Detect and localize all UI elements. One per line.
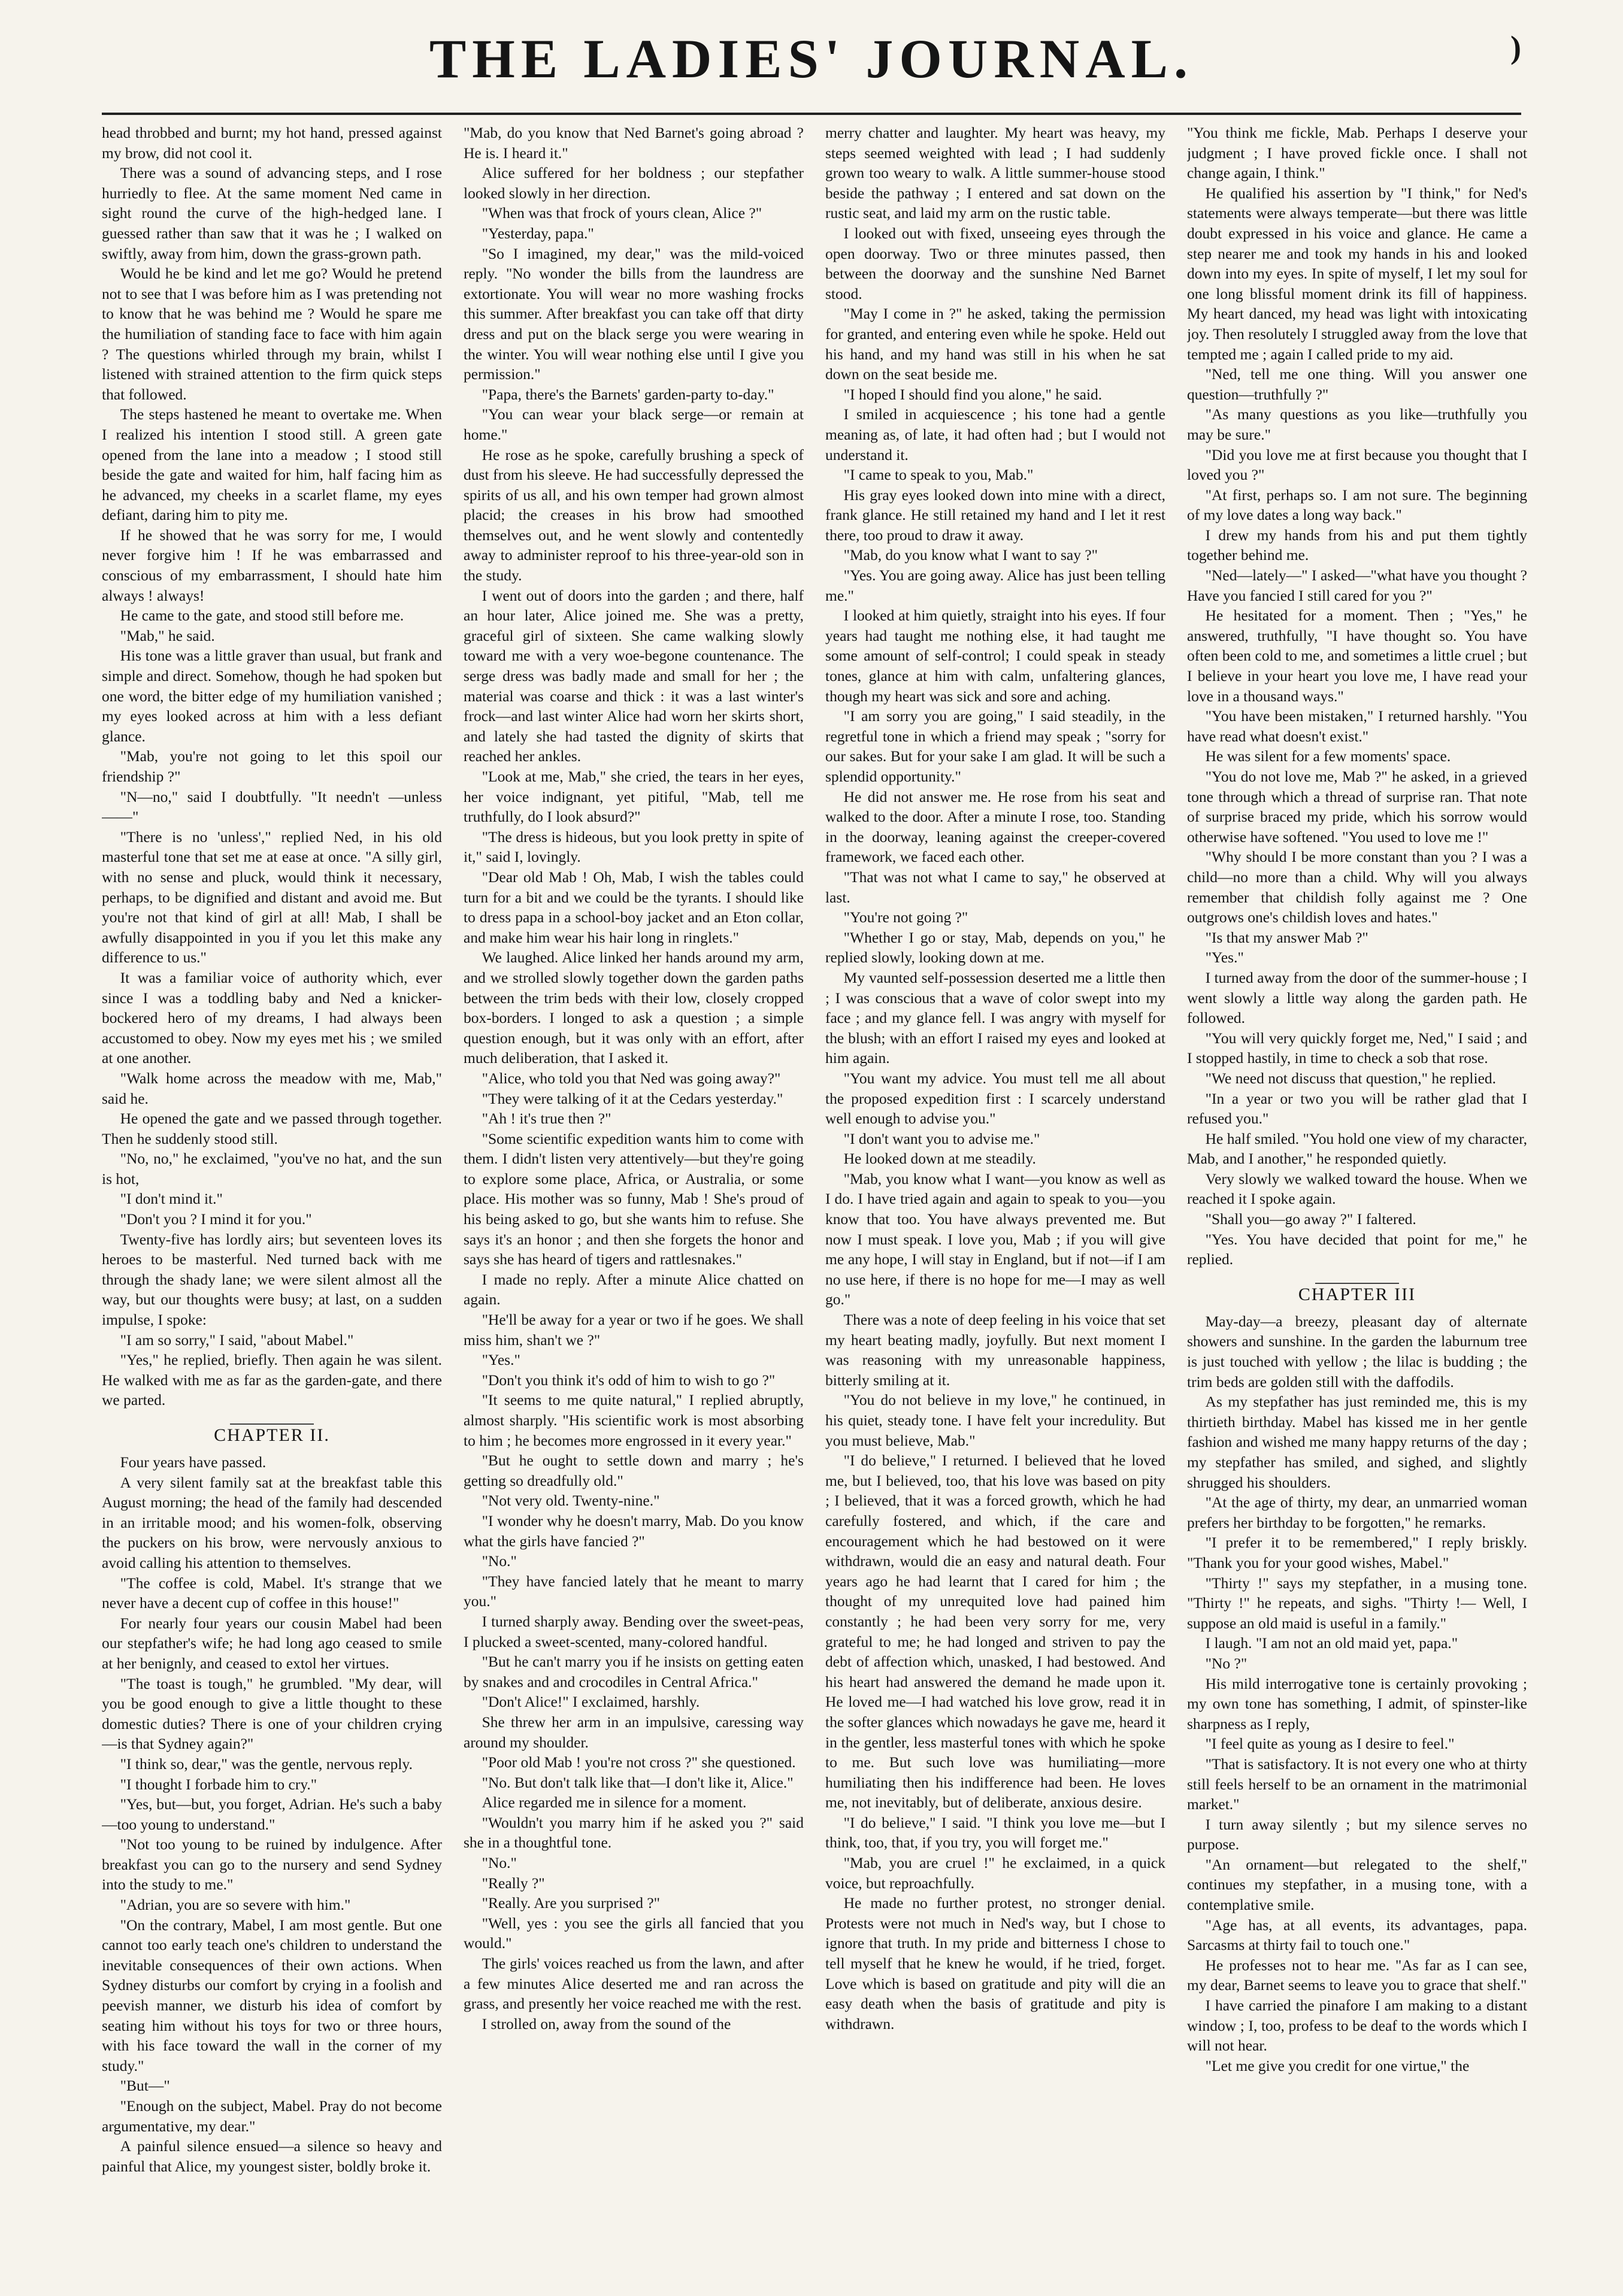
paragraph: "No ?" <box>1205 1654 1247 1672</box>
chapter-rule <box>1315 1283 1399 1284</box>
paragraph: I went out of doors into the garden ; and there, half an hour later, Alice joined me. She was a pretty, graceful girl of sixteen. She came walking slowly toward me with a very woe-begone countenance. The serge dress was badly made and small for her ; the material was coarse and thick : it was a last winter's frock—and last winter Alice had worn her skirts short, and lately she had tasted the dignity of skirts that reached her ankles. <box>464 586 804 765</box>
paragraph: "You do not love me, Mab ?" he asked, in a grieved tone through which a thread of surprise ran. That note of surprise braced my pride, which his sorrow would otherwise have softened. "You used to love me !" <box>1187 768 1527 846</box>
paragraph: "Ah ! it's true then ?" <box>482 1110 611 1128</box>
paragraph: My vaunted self-possession deserted me a little then ; I was conscious that a wave of color swept into my face ; and my glance fell. I was angry with myself for the blush; with an effort I raised my eyes and looked at him again. <box>825 968 1165 1067</box>
paragraph: Would he be kind and let me go? Would he pretend not to see that I was before him as I was pretending not to know that he was behind me ? Would he spare me the humiliation of standing face to face with him again ? The questions whirled through my brain, whilst I listened with strained attention to the firm quick steps that followed. <box>102 265 442 403</box>
paragraph: "At first, perhaps so. I am not sure. The beginning of my love dates a long way back." <box>1187 486 1527 524</box>
paragraph: "I am sorry you are going," I said steadily, in the regretful tone in which a friend may speak ; "sorry for our sakes. But for your sake I am glad. It will be such a splendid opportunity." <box>825 707 1165 785</box>
paragraph: We laughed. Alice linked her hands around my arm, and we strolled slowly together down the garden paths between the trim beds with their low, closely cropped box-borders. I longed to ask a question ; a simple question enough, but it was only with an effort, after much deliberation, that I asked it. <box>464 949 804 1067</box>
paragraph: "I prefer it to be remembered," I reply briskly. "Thank you for your good wishes, Mabel." <box>1187 1534 1527 1571</box>
paragraph: May-day—a breezy, pleasant day of alternate showers and sunshine. In the garden the laburnum tree is just touched with yellow ; the lilac is budding ; the trim beds are golden still with the daffodils. <box>1187 1312 1527 1391</box>
paragraph: "Walk home across the meadow with me, Mab," said he. <box>102 1069 442 1107</box>
paragraph: It was a familiar voice of authority which, ever since I was a toddling baby and Ned a knicker-bockered hero of my dreams, I had always been accustomed to obey. Now my eyes met his ; we smiled at one another. <box>102 968 442 1067</box>
paragraph: "Really. Are you surprised ?" <box>482 1894 661 1912</box>
paragraph: "Not very old. Twenty-nine." <box>482 1492 660 1510</box>
paragraph: "No. But don't talk like that—I don't like it, Alice." <box>482 1773 794 1791</box>
paragraph: "I thought I forbade him to cry." <box>120 1775 317 1793</box>
paragraph: His gray eyes looked down into mine with a direct, frank glance. He still retained my hand and I let it rest there, too proud to draw it away. <box>825 486 1165 544</box>
paragraph: "As many questions as you like—truthfully you may be sure." <box>1187 405 1527 443</box>
paragraph: "At the age of thirty, my dear, an unmarried woman prefers her birthday to be forgotten," he remarks. <box>1187 1494 1527 1531</box>
paragraph: Twenty-five has lordly airs; but seventeen loves its heroes to be masterful. Ned turned back with me through the shady lane; we were silent almost all the way, but our thoughts were busy; at last, on a sudden impulse, I spoke: <box>102 1230 442 1329</box>
paragraph: For nearly four years our cousin Mabel had been our stepfather's wife; he had long ago ceased to smile at her benignly, and ceased to extol her virtues. <box>102 1614 442 1672</box>
paragraph: "You're not going ?" <box>843 908 968 926</box>
paragraph: I drew my hands from his and put them tightly together behind me. <box>1187 526 1527 564</box>
paragraph: "I think so, dear," was the gentle, nervous reply. <box>120 1755 413 1773</box>
paragraph: "Ned, tell me one thing. Will you answer one question—truthfully ?" <box>1187 365 1527 403</box>
paragraph: "Mab, do you know that Ned Barnet's going abroad ? He is. I heard it." <box>464 124 804 162</box>
paragraph: "No, no," he exclaimed, "you've no hat, and the sun is hot, <box>102 1150 442 1188</box>
paragraph: "Let me give you credit for one virtue," the <box>1205 2056 1470 2074</box>
paragraph: I turn away silently ; but my silence serves no purpose. <box>1187 1815 1527 1853</box>
paragraph: "Mab, you're not going to let this spoil our friendship ?" <box>102 747 442 785</box>
paragraph: "Yes." <box>1205 949 1244 967</box>
paragraph: "Mab," he said. <box>120 626 215 644</box>
paragraph: I looked at him quietly, straight into his eyes. If four years had taught me nothing else, it had taught me some amount of self-control; I could speak in steady tones, glance at him with calm, unfaltering glances, though my heart was sick and sore and aching. <box>825 607 1165 705</box>
paragraph: "The coffee is cold, Mabel. It's strange that we never have a decent cup of coffee in this house!" <box>102 1574 442 1612</box>
paragraph: He did not answer me. He rose from his seat and walked to the door. After a minute I rose, too. Standing in the doorway, leaning against the creeper-covered framework, we faced each other. <box>825 787 1165 866</box>
paragraph: "Did you love me at first because you thought that I loved you ?" <box>1187 446 1527 484</box>
paragraph: "Mab, you know what I want—you know as well as I do. I have tried again and again to speak to you—you know that too. You have always prevented me. But now I must speak. I love you, Mab ; if you will give me any hope, I will stay in England, but if not—if I am no use here, if there is no hope for me—I may as well go." <box>825 1170 1165 1308</box>
paragraph: "Adrian, you are so severe with him." <box>120 1896 351 1914</box>
paragraph: "An ornament—but relegated to the shelf," continues my stepfather, in a musing tone, with a contemplative smile. <box>1187 1855 1527 1914</box>
paragraph: "You will very quickly forget me, Ned," I said ; and I stopped hastily, in time to check a sob that rose. <box>1187 1029 1527 1067</box>
paragraph: He came to the gate, and stood still before me. <box>120 607 404 625</box>
paragraph: merry chatter and laughter. My heart was heavy, my steps seemed weighted with lead ; I had suddenly grown too weary to walk. A little summer-house stood beside the pathway ; I entered and sat down on the rustic seat, and laid my arm on the rustic table. <box>825 124 1165 222</box>
paragraph: "Don't Alice!" I exclaimed, harshly. <box>482 1693 700 1711</box>
paragraph: "Papa, there's the Barnets' garden-party to-day." <box>482 385 774 403</box>
paragraph: If he showed that he was sorry for me, I would never forgive him ! If he was embarrassed and conscious of my embarrassment, I should hate him always ! always! <box>102 526 442 604</box>
paragraph: "Some scientific expedition wants him to come with them. I didn't listen very attentively—but they're going to explore some place, Africa, or Australia, or some place. His mother was so funny, Mab ! She's proud of his being asked to go, but she wants him to refuse. She says it's an honor ; and then she forgets the honor and says she has heard of tigers and rattlesnakes." <box>464 1129 804 1268</box>
paragraph: "Yes." <box>482 1351 520 1369</box>
paragraph: Alice suffered for her boldness ; our stepfather looked slowly in her direction. <box>464 164 804 202</box>
masthead-rule <box>102 113 1521 115</box>
column-4 <box>1187 123 1527 2279</box>
paragraph: "You can wear your black serge—or remain at home." <box>464 405 804 443</box>
paragraph: "I don't mind it." <box>120 1190 223 1208</box>
paragraph: "They were talking of it at the Cedars yesterday." <box>482 1089 783 1107</box>
paragraph: "Thirty !" says my stepfather, in a musing tone. "Thirty !" he repeats, and sighs. "Thirty !— Well, I suppose an old maid is useful in a family." <box>1187 1574 1527 1632</box>
paragraph: The girls' voices reached us from the lawn, and after a few minutes Alice deserted me and ran across the grass, and presently her voice reached me with the rest. <box>464 1955 804 2013</box>
paragraph: "No." <box>482 1552 517 1570</box>
column-2 <box>464 123 804 2279</box>
paragraph: She threw her arm in an impulsive, caressing way around my shoulder. <box>464 1713 804 1751</box>
paragraph: There was a sound of advancing steps, and I rose hurriedly to flee. At the same moment Ned came in sight round the curve of the high-hedged lane. I guessed rather than saw that it was he ; I walked on swiftly, away from him, down the grass-grown path. <box>102 164 442 262</box>
paragraph: He professes not to hear me. "As far as I can see, my dear, Barnet seems to leave you to grace that shelf." <box>1187 1956 1527 1994</box>
paragraph: I smiled in acquiescence ; his tone had a gentle meaning as, of late, it had often had ; but I would not understand it. <box>825 405 1165 464</box>
chapter-heading: CHAPTER II. <box>102 1423 442 1446</box>
paragraph: "I do believe," I said. "I think you love me—but I think, too, that, if you try, you will forget me." <box>825 1813 1165 1852</box>
paragraph: "It seems to me quite natural," I replied abruptly, almost sharply. "His scientific work is most absorbing to him ; he becomes more engrossed in it every year." <box>464 1391 804 1449</box>
paragraph: "That was not what I came to say," he observed at last. <box>825 868 1165 906</box>
paragraph: "In a year or two you will be rather glad that I refused you." <box>1187 1089 1527 1128</box>
paragraph: "Enough on the subject, Mabel. Pray do not become argumentative, my dear." <box>102 2097 442 2135</box>
paragraph: "You have been mistaken," I returned harshly. "You have read what doesn't exist." <box>1187 707 1527 745</box>
paragraph: "Wouldn't you marry him if he asked you ?" said she in a thoughtful tone. <box>464 1813 804 1852</box>
paragraph: "But he ought to settle down and marry ; he's getting so dreadfully old." <box>464 1452 804 1489</box>
paragraph: "I came to speak to you, Mab." <box>843 466 1034 484</box>
paragraph: He hesitated for a moment. Then ; "Yes," he answered, truthfully, "I have thought so. You have often been cold to me, and sometimes a little cruel ; but I believe in your heart you love me, I have read your love in a thousand ways." <box>1187 607 1527 705</box>
paragraph: "Shall you—go away ?" I faltered. <box>1205 1210 1416 1228</box>
paragraph: The steps hastened he meant to overtake me. When I realized his intention I stood still. A green gate opened from the lane into a meadow ; I stood still beside the gate and waited for him, half facing him as he advanced, my cheeks in a scarlet flame, my eyes defiant, daring him to pity me. <box>102 405 442 524</box>
paragraph: He made no further protest, no stronger denial. Protests were not much in Ned's way, but I chose to ignore that truth. In my pride and bitterness I chose to tell myself that he knew he would, if he tried, forget. Love which is based on gratitude and pity will die an easy death when the basis of gratitude and pity is withdrawn. <box>825 1894 1165 2033</box>
paragraph: A painful silence ensued—a silence so heavy and painful that Alice, my youngest sister, boldly broke it. <box>102 2137 442 2175</box>
paragraph: "He'll be away for a year or two if he goes. We shall miss him, shan't we ?" <box>464 1311 804 1349</box>
paragraph: "Is that my answer Mab ?" <box>1205 928 1368 946</box>
paragraph: I made no reply. After a minute Alice chatted on again. <box>464 1270 804 1308</box>
paragraph: "N—no," said I doubtfully. "It needn't —unless——" <box>102 787 442 826</box>
paragraph: "I wonder why he doesn't marry, Mab. Do you know what the girls have fancied ?" <box>464 1512 804 1550</box>
paragraph: "Look at me, Mab," she cried, the tears in her eyes, her voice indignant, yet pitiful, "Mab, tell me truthfully, do I look absurd?" <box>464 768 804 826</box>
paragraph: "The dress is hideous, but you look pretty in spite of it," said I, lovingly. <box>464 828 804 866</box>
page-number: ) <box>1510 29 1521 65</box>
article-columns <box>102 123 1527 2279</box>
masthead <box>102 17 1521 107</box>
paragraph: "Don't you think it's odd of him to wish to go ?" <box>482 1371 776 1389</box>
paragraph: "Ned—lately—" I asked—"what have you thought ? Have you fancied I still cared for you ?" <box>1187 567 1527 604</box>
paragraph: "I feel quite as young as I desire to feel." <box>1205 1735 1455 1753</box>
paragraph: "There is no 'unless'," replied Ned, in his old masterful tone that set me at ease at once. "A silly girl, with no sense and pluck, would think it necessary, perhaps, to be dignified and distant and avoid me. But you're not that kind of girl at all! Mab, I shall be awfully disappointed in you if you let this make any difference to us." <box>102 828 442 967</box>
paragraph: "Really ?" <box>482 1874 545 1892</box>
paragraph: I turned sharply away. Bending over the sweet-peas, I plucked a sweet-scented, many-colored handful. <box>464 1612 804 1650</box>
paragraph: I have carried the pinafore I am making to a distant window ; I, too, profess to be deaf to the words which I will not hear. <box>1187 1997 1527 2055</box>
paragraph: "They have fancied lately that he meant to marry you." <box>464 1572 804 1610</box>
chapter-rule <box>230 1423 314 1425</box>
paragraph: His tone was a little graver than usual, but frank and simple and direct. Somehow, though he had spoken but one word, the bitter edge of my humiliation vanished ; my eyes looked across at him with a less defiant glance. <box>102 647 442 745</box>
paragraph: Very slowly we walked toward the house. When we reached it I spoke again. <box>1187 1170 1527 1208</box>
paragraph: "Alice, who told you that Ned was going away?" <box>482 1069 781 1087</box>
paragraph: "Yes. You are going away. Alice has just been telling me." <box>825 567 1165 604</box>
paragraph: "On the contrary, Mabel, I am most gentle. But one cannot too early teach one's children to understand the inevitable consequences of their own actions. When Sydney disturbs our comfort by crying in a foolish and peevish manner, we disturb his idea of comfort by seating him without his toys for two or three hours, with his face toward the wall in the corner of my study." <box>102 1916 442 2074</box>
paragraph: "Mab, do you know what I want to say ?" <box>843 546 1098 564</box>
paragraph: "But he can't marry you if he insists on getting eaten by snakes and and crocodiles in Central Africa." <box>464 1653 804 1691</box>
paragraph: He qualified his assertion by "I think," for Ned's statements were always temperate—but there was little doubt expressed in his voice and glance. He came a step nearer me and took my hands in his and looked down into my eyes. In spite of myself, I let my soul for one long blissful moment drink its fill of happiness. My heart danced, my head was light with intoxicating joy. Then resolutely I struggled away from the love that tempted me ; again I called pride to my aid. <box>1187 184 1527 363</box>
paragraph: "The toast is tough," he grumbled. "My dear, will you be good enough to give a little thought to these domestic duties? There is one of your children crying—is that Sydney again?" <box>102 1674 442 1753</box>
paragraph: A very silent family sat at the breakfast table this August morning; the head of the family had descended in an irritable mood; and his women-folk, observing the puckers on his brow, were nervously anxious to avoid calling his attention to themselves. <box>102 1473 442 1571</box>
paragraph: "Age has, at all events, its advantages, papa. Sarcasms at thirty fail to touch one." <box>1187 1916 1527 1954</box>
paragraph: "Yes, but—but, you forget, Adrian. He's such a baby—too young to understand." <box>102 1795 442 1833</box>
paragraph: "You want my advice. You must tell me all about the proposed expedition first : I scarcely understand well enough to advise you." <box>825 1069 1165 1128</box>
paragraph: "I hoped I should find you alone," he said. <box>843 385 1103 403</box>
paragraph: There was a note of deep feeling in his voice that set my heart beating madly, joyfully. But next moment I was reasoning with my unreasonable happiness, bitterly smiling at it. <box>825 1311 1165 1389</box>
paragraph: head throbbed and burnt; my hot hand, pressed against my brow, did not cool it. <box>102 124 442 162</box>
paragraph: I turned away from the door of the summer-house ; I went slowly a little way along the garden path. He followed. <box>1187 968 1527 1027</box>
paragraph: "I do believe," I returned. I believed that he loved me, but I believed, too, that his love was based on pity ; I believed, that it was a forced growth, which he had carefully fostered, and which, if the care and encouragement which he had bestowed on it were withdrawn, would die an easy and natural death. Four years ago he had learnt that I cared for him ; the thought of my unrequited love had pained him constantly ; he had been very sorry for me, very grateful to me; he had longed and striven to pay the debt of affection which, unasked, I had bestowed. And his heart had answered the demand he made upon it. He loved me—I had watched his love grow, read it in the softer glances which nowadays he gave me, heard it in the gentler, less masterful tones with which he spoke to me. But such love was humiliating—more humiliating then his indifference had been. He loves me, not inevitably, but of deliberate, anxious desire. <box>825 1452 1165 1812</box>
paragraph: He opened the gate and we passed through together. Then he suddenly stood still. <box>102 1110 442 1147</box>
paragraph: "May I come in ?" he asked, taking the permission for granted, and entering even while he spoke. Held out his hand, and my hand was still in his when he sat down on the seat beside me. <box>825 305 1165 383</box>
paragraph: "Poor old Mab ! you're not cross ?" she questioned. <box>482 1753 796 1771</box>
paragraph: "Why should I be more constant than you ? I was a child—no more than a child. Why will you always remember that childish folly against me ? One outgrows one's childish loves and hates." <box>1187 848 1527 926</box>
paragraph: He looked down at me steadily. <box>843 1150 1036 1168</box>
paragraph: "That is satisfactory. It is not every one who at thirty still feels herself to be an ornament in the matrimonial market." <box>1187 1755 1527 1813</box>
paragraph: "When was that frock of yours clean, Alice ?" <box>482 204 762 222</box>
column-1 <box>102 123 442 2279</box>
chapter-heading: CHAPTER III <box>1187 1283 1527 1305</box>
paragraph: "We need not discuss that question," he replied. <box>1205 1069 1497 1087</box>
paragraph: As my stepfather has just reminded me, this is my thirtieth birthday. Mabel has kissed me in her gentle fashion and wished me many happy returns of the day ; my stepfather has smiled, and sighed, and slightly shrugged his shoulders. <box>1187 1393 1527 1491</box>
paragraph: Alice regarded me in silence for a moment. <box>482 1794 747 1812</box>
paragraph: I laugh. "I am not an old maid yet, papa." <box>1205 1634 1458 1652</box>
paragraph: "You think me fickle, Mab. Perhaps I deserve your judgment ; I have proved fickle once. I shall not change again, I think." <box>1187 124 1527 182</box>
paragraph: "But—" <box>120 2077 170 2095</box>
paragraph: "Whether I go or stay, Mab, depends on you," he replied slowly, looking down at me. <box>825 928 1165 967</box>
paragraph: "I don't want you to advise me." <box>843 1129 1040 1147</box>
paragraph: "Well, yes : you see the girls all fancied that you would." <box>464 1914 804 1952</box>
paragraph: Four years have passed. <box>120 1453 267 1471</box>
paragraph: His mild interrogative tone is certainly provoking ; my own tone has something, I admit, of spinster-like sharpness as I reply, <box>1187 1674 1527 1732</box>
paragraph: "Not too young to be ruined by indulgence. After breakfast you can go to the nursery and send Sydney into the study to me." <box>102 1835 442 1894</box>
paragraph: I strolled on, away from the sound of the <box>482 2015 731 2033</box>
paragraph: "Yes. You have decided that point for me," he replied. <box>1187 1230 1527 1268</box>
paragraph: "Yes," he replied, briefly. Then again he was silent. He walked with me as far as the garden-gate, and there we parted. <box>102 1351 442 1409</box>
paragraph: I looked out with fixed, unseeing eyes through the open doorway. Two or three minutes passed, then between the doorway and the sunshine Ned Barnet stood. <box>825 224 1165 302</box>
paragraph: "Dear old Mab ! Oh, Mab, I wish the tables could turn for a bit and we could be the tyrants. I should like to dress papa in a school-boy jacket and an Eton collar, and make him wear his hair long in ringlets." <box>464 868 804 946</box>
paragraph: "I am so sorry," I said, "about Mabel." <box>120 1331 354 1349</box>
masthead-title: THE LADIES' JOURNAL. <box>429 28 1194 89</box>
paragraph: "Mab, you are cruel !" he exclaimed, in a quick voice, but reproachfully. <box>825 1854 1165 1892</box>
paragraph: "So I imagined, my dear," was the mild-voiced reply. "No wonder the bills from the laundress are extortionate. You will wear no more washing frocks this summer. After breakfast you can take off that dirty dress and put on the black serge you were wearing in the winter. You will wear nothing else until I give you permission." <box>464 244 804 383</box>
column-3 <box>825 123 1165 2279</box>
paragraph: He was silent for a few moments' space. <box>1205 747 1451 765</box>
paragraph: He half smiled. "You hold one view of my character, Mab, and I another," he responded quietly. <box>1187 1129 1527 1168</box>
paragraph: "No." <box>482 1854 517 1872</box>
paragraph: He rose as he spoke, carefully brushing a speck of dust from his sleeve. He had successfully depressed the spirits of us all, and his own temper had grown almost placid; the creases in his brow had smoothed themselves out, and he went slowly and contentedly away to administer reproof to his three-year-old son in the study. <box>464 446 804 584</box>
paragraph: "Don't you ? I mind it for you." <box>120 1210 312 1228</box>
paragraph: "You do not believe in my love," he continued, in his quiet, steady tone. I have felt your incredulity. But you must believe, Mab." <box>825 1391 1165 1449</box>
paragraph: "Yesterday, papa." <box>482 224 594 242</box>
